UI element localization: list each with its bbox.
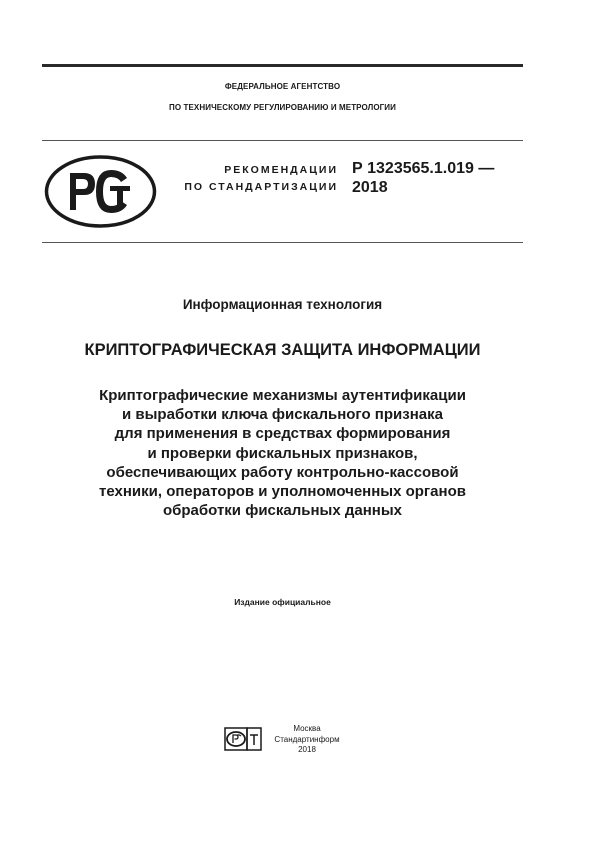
publisher-block (262, 724, 352, 756)
designation-year: 2018 (352, 179, 388, 196)
subtitle-line: обеспечивающих работу контрольно-кассовой (106, 463, 459, 481)
document-subject: Информационная технология (182, 297, 383, 312)
document-title: КРИПТОГРАФИЧЕСКАЯ ЗАЩИТА ИНФОРМАЦИИ (84, 341, 481, 359)
subtitle-line: для применения в средствах формирования (114, 425, 451, 443)
subtitle-line: и выработки ключа фискального признака (122, 406, 443, 424)
header-divider (42, 140, 523, 141)
publisher-year: 2018 (298, 745, 316, 754)
header-bottom-rule (42, 242, 523, 243)
rst-logo-icon (43, 154, 158, 229)
designation-number: Р 1323565.1.019 — (352, 160, 495, 177)
agency-line-1: ФЕДЕРАЛЬНОЕ АГЕНТСТВО (224, 82, 341, 91)
standartinform-logo-icon (224, 724, 264, 754)
subtitle-line: Криптографические механизмы аутентификации (99, 387, 466, 404)
publisher-name: Стандартинформ (274, 734, 340, 744)
subtitle-line: обработки фискальных данных (162, 502, 403, 520)
document-subtitle (30, 386, 535, 520)
edition-label: Издание официальное (234, 597, 331, 607)
top-rule (42, 64, 523, 67)
document-type-line-1: РЕКОМЕНДАЦИИ (224, 164, 338, 176)
subtitle-line: техники, операторов и уполномоченных органов (99, 483, 466, 501)
agency-line-2: ПО ТЕХНИЧЕСКОМУ РЕГУЛИРОВАНИЮ И МЕТРОЛОГИИ (168, 103, 397, 112)
document-type-line-2: ПО СТАНДАРТИЗАЦИИ (184, 181, 338, 193)
subtitle-line: и проверки фискальных признаков, (147, 444, 418, 462)
publisher-city: Москва (293, 724, 321, 733)
